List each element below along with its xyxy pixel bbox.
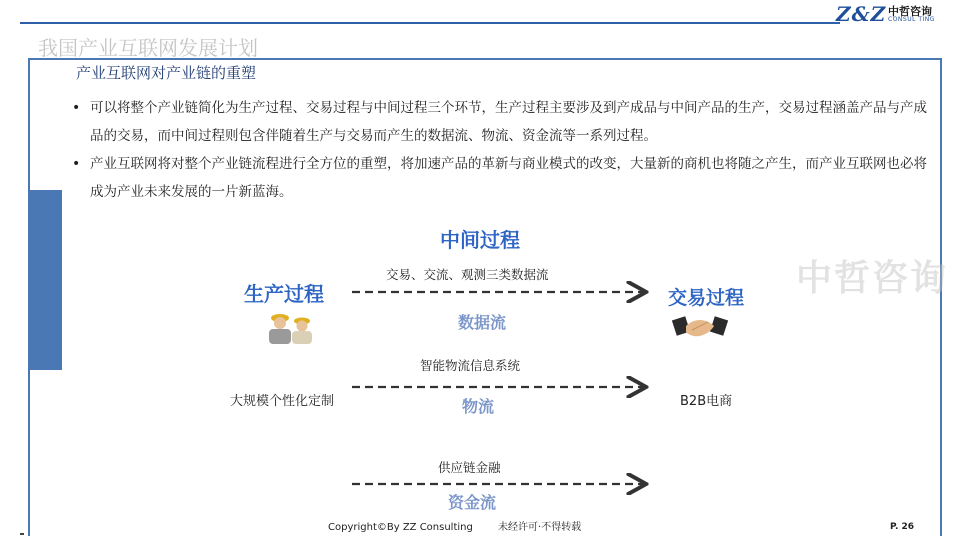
page-title: 我国产业互联网发展计划 <box>38 36 258 60</box>
b2b-ecommerce-label: B2B电商 <box>680 394 733 409</box>
logistics-label: 物流 <box>462 397 495 416</box>
capital-flow-description: 供应链金融 <box>438 460 501 475</box>
copyright-text: Copyright©By ZZ Consulting <box>328 522 473 533</box>
side-accent-bar <box>28 190 62 370</box>
bullet-item: • 可以将整个产业链简化为生产过程、交易过程与中间过程三个环节，生产过程主要涉及到产成品与中间产品的生产，交易过程涵盖产品与产成品的交易，而中间过程则包含伴随着生产与交易而产生的数据流、物流、资金流等一系列过程。 <box>70 94 930 150</box>
data-flow-description: 交易、交流、观测三类数据流 <box>386 267 549 282</box>
bullet-item: • 产业互联网将对整个产业链流程进行全方位的重塑，将加速产品的革新与商业模式的改变，大量新的商机也将随之产生，而产业互联网也必将成为产业未来发展的一片新蓝海。 <box>70 150 930 206</box>
watermark: 中哲咨询 <box>796 257 949 299</box>
bullet-list <box>70 94 930 206</box>
capital-flow-label: 资金流 <box>448 493 497 512</box>
trade-process-label: 交易过程 <box>668 287 745 309</box>
production-process-label: 生产过程 <box>244 282 324 306</box>
footer <box>328 518 603 533</box>
data-flow-label: 数据流 <box>458 313 507 332</box>
bottom-mark <box>20 533 24 535</box>
company-logo <box>836 2 946 26</box>
section-title: 产业互联网对产业链的重塑 <box>76 64 257 82</box>
logo-english-name: CONSUL TING <box>888 16 935 23</box>
header-rule <box>20 22 840 24</box>
logo-chinese-name: 中哲咨询 <box>888 5 932 18</box>
mass-customization-label: 大规模个性化定制 <box>230 394 335 409</box>
logo-mark: Z&Z <box>836 2 887 26</box>
logistics-description: 智能物流信息系统 <box>420 358 521 373</box>
reprint-notice: 未经许可·不得转载 <box>498 522 582 533</box>
page-number: P. 26 <box>890 522 915 532</box>
middle-process-title: 中间过程 <box>440 228 520 252</box>
